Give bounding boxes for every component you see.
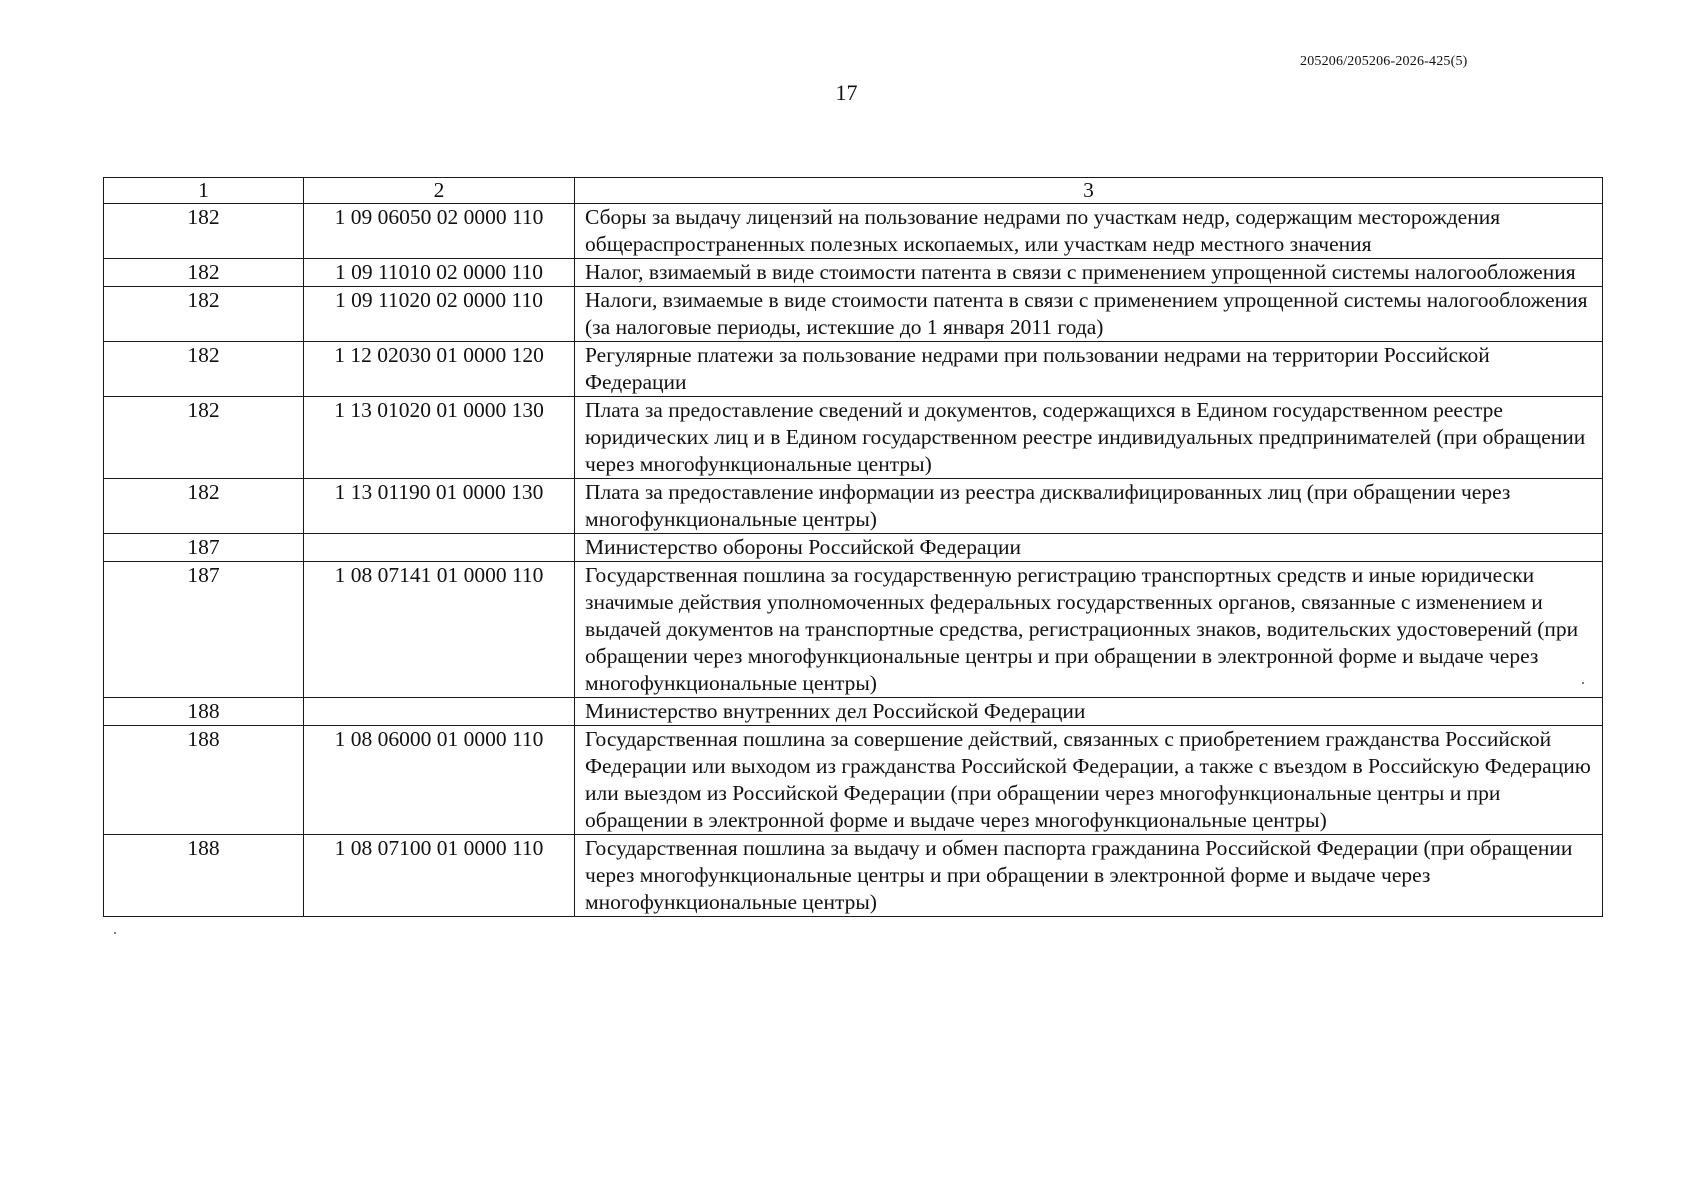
revenue-name-cell: Плата за предоставление сведений и документов, содержащихся в Едином государственном реестре юридических лиц и в Едином государственном реестре индивидуальных предпринимателей (при обращении через многофункциональные центры) <box>575 397 1603 479</box>
admin-code-cell: 187 <box>104 534 304 562</box>
revenue-name-cell: Министерство обороны Российской Федерации <box>575 534 1603 562</box>
scan-speck <box>114 932 116 934</box>
admin-code-cell: 188 <box>104 835 304 917</box>
admin-code-cell: 187 <box>104 562 304 698</box>
revenue-code-cell <box>304 698 575 726</box>
document-reference: 205206/205206-2026-425(5) <box>1300 54 1468 69</box>
revenue-code-cell: 1 08 07100 01 0000 110 <box>304 835 575 917</box>
page-number: 17 <box>835 80 858 105</box>
admin-code-cell: 182 <box>104 479 304 534</box>
table-row <box>104 562 1603 698</box>
column-header-1: 1 <box>104 178 304 204</box>
revenue-code-cell: 1 08 07141 01 0000 110 <box>304 562 575 698</box>
revenue-name-cell: Плата за предоставление информации из реестра дисквалифицированных лиц (при обращении через многофункциональные центры) <box>575 479 1603 534</box>
revenue-code-cell: 1 09 06050 02 0000 110 <box>304 204 575 259</box>
revenue-code-cell: 1 13 01190 01 0000 130 <box>304 479 575 534</box>
column-header-3: 3 <box>575 178 1603 204</box>
revenue-code-cell: 1 09 11020 02 0000 110 <box>304 287 575 342</box>
table-row <box>104 698 1603 726</box>
admin-code-cell: 182 <box>104 342 304 397</box>
revenue-codes-table <box>103 177 1603 917</box>
table-row <box>104 835 1603 917</box>
revenue-name-cell: Государственная пошлина за государственную регистрацию транспортных средств и иные юридически значимые действия уполномоченных федеральных государственных органов, связанные с изменением и выдачей документов на транспортные средства, регистрационных знаков, водительских удостоверений (при обращении через многофункциональные центры и при обращении в электронной форме и выдаче через многофункциональные центры) <box>575 562 1603 698</box>
revenue-code-cell: 1 13 01020 01 0000 130 <box>304 397 575 479</box>
table-header <box>104 178 1603 204</box>
revenue-name-cell: Сборы за выдачу лицензий на пользование недрами по участкам недр, содержащим месторождения общераспространенных полезных ископаемых, или участкам недр местного значения <box>575 204 1603 259</box>
table-row <box>104 534 1603 562</box>
admin-code-cell: 188 <box>104 726 304 835</box>
revenue-codes-table-container <box>103 177 1602 917</box>
revenue-name-cell: Регулярные платежи за пользование недрами при пользовании недрами на территории Российской Федерации <box>575 342 1603 397</box>
table-row <box>104 397 1603 479</box>
table-body <box>104 204 1603 917</box>
table-row <box>104 342 1603 397</box>
column-header-2: 2 <box>304 178 575 204</box>
revenue-name-cell: Государственная пошлина за совершение действий, связанных с приобретением гражданства Российской Федерации или выходом из гражданства Российской Федерации, а также с въездом в Российскую Федерацию или выездом из Российской Федерации (при обращении через многофункциональные центры и при обращении в электронной форме и выдаче через многофункциональные центры) <box>575 726 1603 835</box>
revenue-code-cell <box>304 534 575 562</box>
revenue-code-cell: 1 12 02030 01 0000 120 <box>304 342 575 397</box>
table-row <box>104 287 1603 342</box>
table-row <box>104 479 1603 534</box>
revenue-name-cell: Налоги, взимаемые в виде стоимости патента в связи с применением упрощенной системы налогообложения (за налоговые периоды, истекшие до 1 января 2011 года) <box>575 287 1603 342</box>
admin-code-cell: 188 <box>104 698 304 726</box>
admin-code-cell: 182 <box>104 259 304 287</box>
revenue-code-cell: 1 09 11010 02 0000 110 <box>304 259 575 287</box>
table-row <box>104 204 1603 259</box>
admin-code-cell: 182 <box>104 287 304 342</box>
revenue-name-cell: Налог, взимаемый в виде стоимости патента в связи с применением упрощенной системы налогообложения <box>575 259 1603 287</box>
table-row <box>104 726 1603 835</box>
admin-code-cell: 182 <box>104 397 304 479</box>
table-row <box>104 259 1603 287</box>
revenue-name-cell: Государственная пошлина за выдачу и обмен паспорта гражданина Российской Федерации (при обращении через многофункциональные центры и при обращении в электронной форме и выдаче через многофункциональные центры) <box>575 835 1603 917</box>
revenue-code-cell: 1 08 06000 01 0000 110 <box>304 726 575 835</box>
scan-speck <box>1582 682 1584 684</box>
admin-code-cell: 182 <box>104 204 304 259</box>
header-row <box>104 178 1603 204</box>
revenue-name-cell: Министерство внутренних дел Российской Федерации <box>575 698 1603 726</box>
